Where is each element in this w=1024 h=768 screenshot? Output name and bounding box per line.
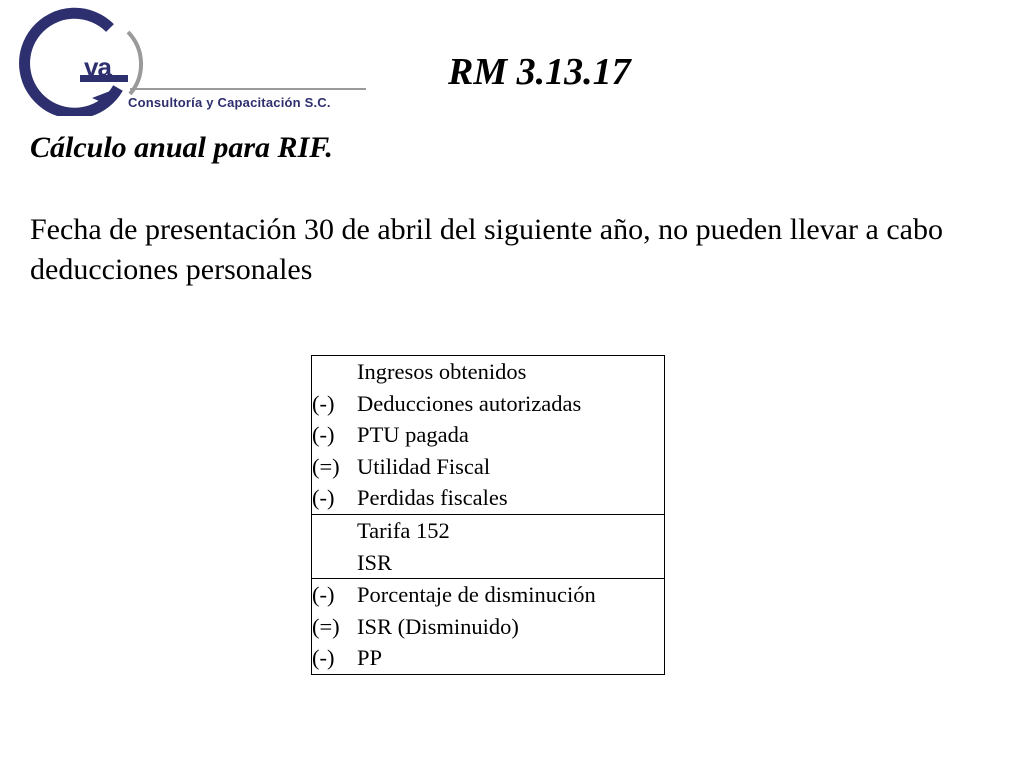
table-row <box>312 514 665 546</box>
table-row <box>312 356 665 388</box>
row-label: Ingresos obtenidos <box>357 359 527 384</box>
row-operator: (-) <box>312 482 356 514</box>
row-label: Utilidad Fiscal <box>357 453 491 479</box>
row-label: Tarifa 152 <box>357 517 450 543</box>
description-paragraph: Fecha de presentación 30 de abril del siguiente año, no pueden llevar a cabo deducciones personales <box>30 213 943 286</box>
row-label: ISR (Disminuido) <box>357 613 519 639</box>
table-row <box>312 388 665 420</box>
table-row <box>312 642 665 674</box>
row-label: ISR <box>355 547 665 579</box>
table-row <box>312 419 665 451</box>
table-row <box>312 579 665 611</box>
page-title: RM 3.13.17 <box>448 51 631 93</box>
table-row <box>312 547 665 579</box>
row-label: Porcentaje de disminución <box>357 582 596 608</box>
table-row <box>312 611 665 643</box>
logo-company-name: Consultoría y Capacitación S.C. <box>128 95 331 110</box>
calculation-table <box>311 355 665 675</box>
row-label: PP <box>357 645 383 671</box>
row-operator <box>312 547 356 579</box>
table-row <box>312 451 665 483</box>
row-operator: (-) <box>312 390 335 416</box>
row-operator <box>312 356 356 388</box>
section-subtitle: Cálculo anual para RIF. <box>30 131 333 164</box>
company-logo <box>6 2 370 116</box>
logo-mark-text: va <box>84 52 111 82</box>
row-operator: (=) <box>312 453 340 479</box>
row-operator: (-) <box>312 422 335 448</box>
row-operator: (-) <box>312 645 335 671</box>
row-operator: (-) <box>312 582 335 608</box>
table-row <box>312 482 665 514</box>
row-label: Perdidas fiscales <box>355 482 665 514</box>
row-label: PTU pagada <box>357 422 469 448</box>
row-label: Deducciones autorizadas <box>357 390 582 416</box>
row-operator <box>312 514 356 546</box>
row-operator: (=) <box>312 613 340 639</box>
